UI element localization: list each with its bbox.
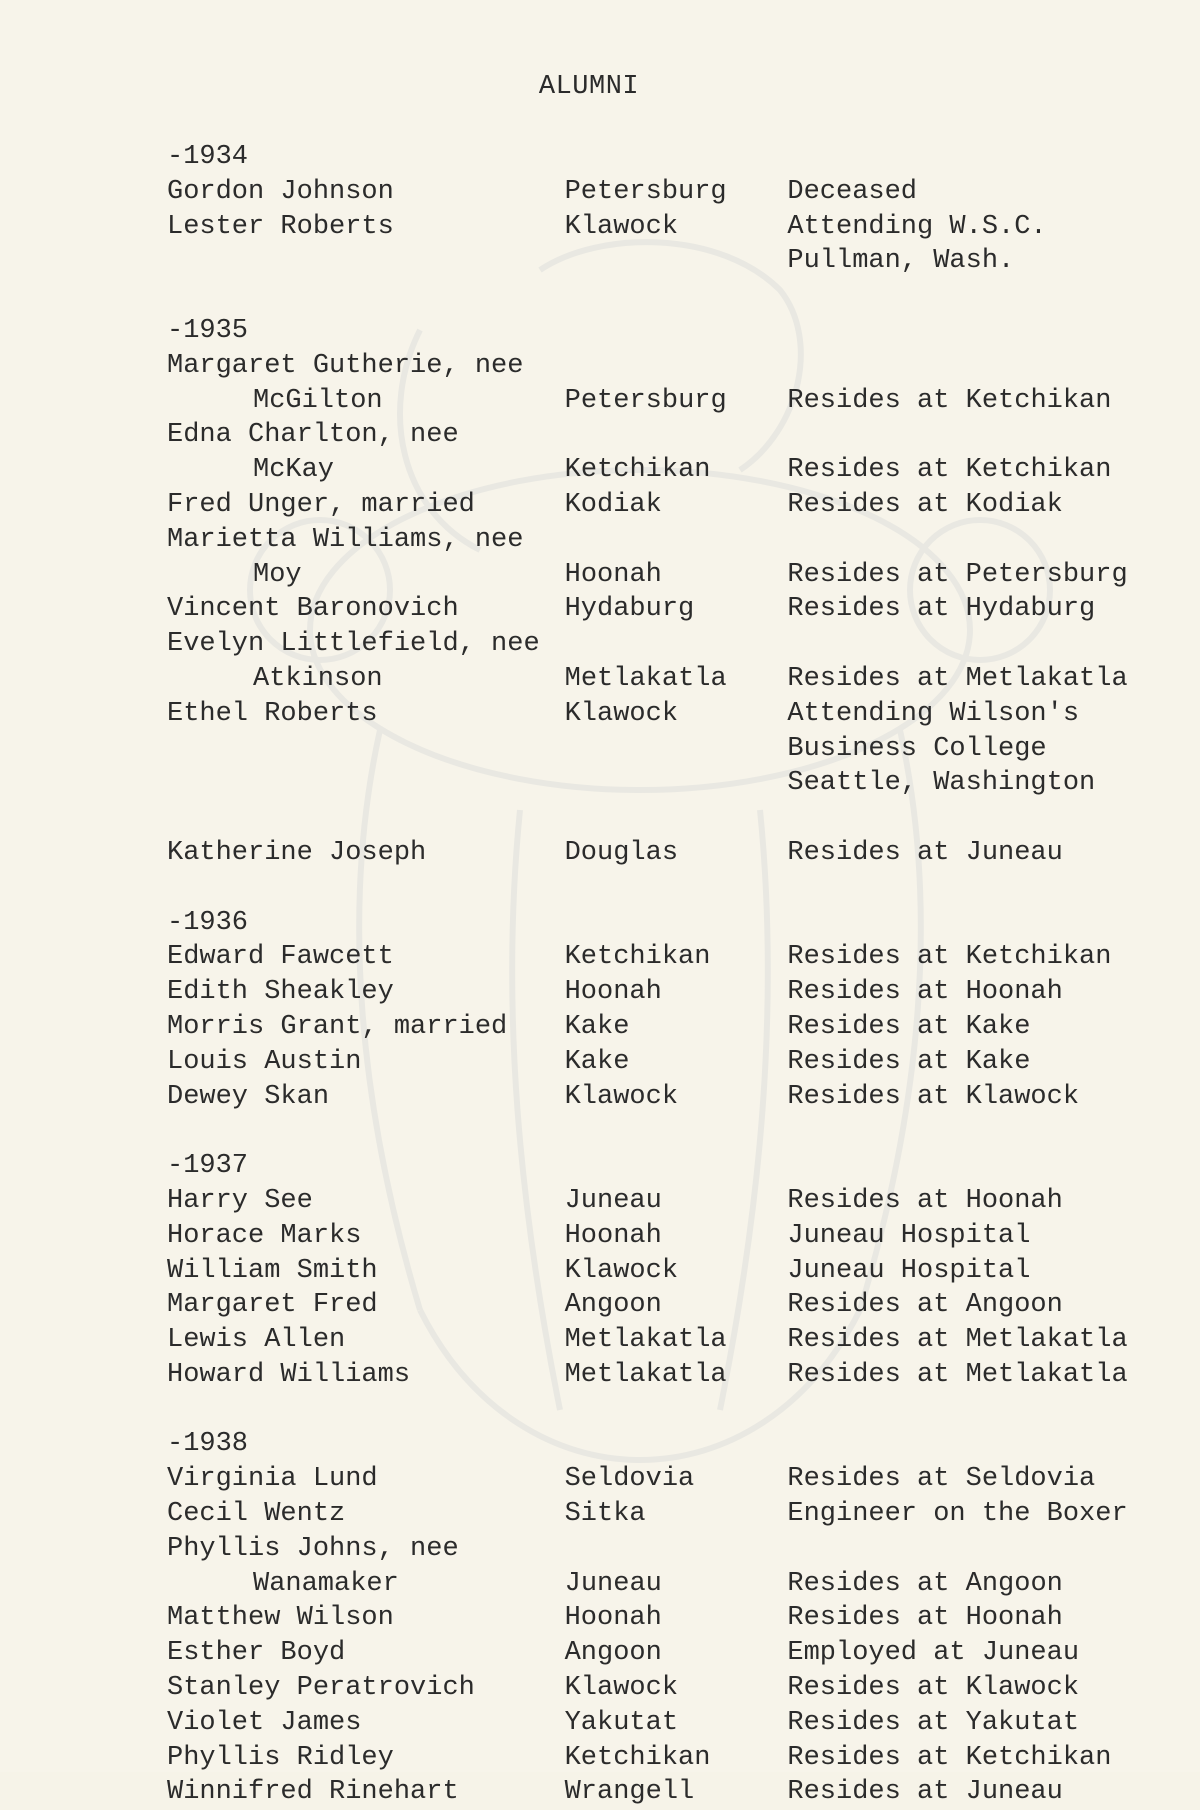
alumni-status: Attending Wilson's: [787, 698, 1080, 729]
alumni-row: [167, 1532, 1167, 1567]
alumni-hometown: [565, 766, 788, 801]
alumni-hometown: Petersburg: [564, 176, 727, 207]
class-year-heading: [167, 140, 1167, 175]
alumni-hometown: Wrangell: [564, 1777, 695, 1808]
alumni-name: Fred Unger, married: [167, 489, 475, 520]
alumni-hometown: Angoon: [564, 1638, 662, 1669]
alumni-status: Resides at Hoonah: [787, 977, 1063, 1008]
alumni-row: [167, 1323, 1167, 1358]
alumni-hometown: Petersburg: [564, 385, 727, 416]
alumni-status: [787, 418, 1167, 453]
alumni-name: [167, 244, 565, 279]
alumni-name: William Smith: [167, 1255, 378, 1286]
alumni-status: Seattle, Washington: [787, 768, 1096, 799]
alumni-row: [167, 1636, 1167, 1671]
alumni-row: [167, 1045, 1167, 1080]
alumni-name: Dewey Skan: [167, 1081, 330, 1112]
alumni-name: Horace Marks: [167, 1220, 362, 1251]
alumni-name: Violet James: [167, 1707, 362, 1738]
alumni-hometown: [565, 627, 788, 662]
alumni-status: Business College: [787, 733, 1047, 764]
alumni-hometown: Hoonah: [564, 1603, 662, 1634]
alumni-hometown: Klawock: [564, 698, 679, 729]
alumni-status: Resides at Kake: [787, 1011, 1031, 1042]
alumni-name: Katherine Joseph: [167, 837, 427, 868]
alumni-row: [167, 697, 1167, 732]
alumni-row: [167, 349, 1167, 384]
alumni-hometown: Ketchikan: [564, 942, 711, 973]
alumni-hometown: Ketchikan: [564, 1742, 711, 1773]
alumni-hometown: Juneau: [564, 1185, 662, 1216]
alumni-hometown: [565, 244, 788, 279]
alumni-status: Resides at Juneau: [787, 837, 1063, 868]
section-gap: [167, 871, 1167, 906]
alumni-status: Resides at Ketchikan: [787, 942, 1112, 973]
alumni-row: [167, 1254, 1167, 1289]
alumni-row: [167, 1184, 1167, 1219]
alumni-row: [167, 384, 1167, 419]
section-gap: [167, 1393, 1167, 1428]
alumni-status: Resides at Hydaburg: [787, 594, 1096, 625]
alumni-name: Ethel Roberts: [167, 698, 378, 729]
alumni-name: Gordon Johnson: [167, 176, 394, 207]
alumni-hometown: Juneau: [564, 1568, 662, 1599]
alumni-row: [167, 732, 1167, 767]
alumni-row: [167, 940, 1167, 975]
alumni-row: [167, 1219, 1167, 1254]
alumni-status: [787, 523, 1167, 558]
section-gap: [167, 1114, 1167, 1149]
page-title: ALUMNI: [538, 72, 640, 102]
alumni-hometown: Klawock: [564, 1081, 679, 1112]
alumni-status: Resides at Metlakatla: [787, 1325, 1128, 1356]
alumni-name: Phyllis Ridley: [167, 1742, 394, 1773]
alumni-status: Juneau Hospital: [787, 1220, 1031, 1251]
alumni-list: [167, 140, 1167, 1810]
row-gap: [167, 801, 1167, 836]
alumni-row: [167, 1462, 1167, 1497]
alumni-status: Deceased: [787, 176, 918, 207]
alumni-hometown: Douglas: [564, 837, 679, 868]
class-year-heading: [167, 1427, 1167, 1462]
alumni-hometown: Kake: [564, 1011, 630, 1042]
alumni-row: [167, 627, 1167, 662]
alumni-status: Employed at Juneau: [787, 1638, 1080, 1669]
alumni-name: Virginia Lund: [167, 1464, 378, 1495]
alumni-hometown: Metlakatla: [564, 663, 727, 694]
alumni-name: Harry See: [167, 1185, 313, 1216]
alumni-name: Evelyn Littlefield, nee: [167, 629, 540, 660]
alumni-status: Resides at Klawock: [787, 1081, 1080, 1112]
alumni-status: Pullman, Wash.: [787, 246, 1015, 277]
alumni-status: [787, 1532, 1167, 1567]
alumni-name: Matthew Wilson: [167, 1603, 394, 1634]
alumni-hometown: Ketchikan: [564, 455, 711, 486]
alumni-status: Resides at Kake: [787, 1046, 1031, 1077]
alumni-hometown: Hoonah: [564, 977, 662, 1008]
alumni-status: Resides at Angoon: [787, 1568, 1063, 1599]
alumni-hometown: [565, 732, 788, 767]
alumni-status: Resides at Petersburg: [787, 559, 1128, 590]
alumni-name: Winnifred Rinehart: [167, 1777, 459, 1808]
class-year: -1936: [167, 907, 249, 938]
alumni-status: Resides at Metlakatla: [787, 663, 1128, 694]
alumni-hometown: Hoonah: [564, 1220, 662, 1251]
alumni-hometown: Kodiak: [564, 489, 662, 520]
alumni-row: [167, 558, 1167, 593]
alumni-hometown: Sitka: [564, 1499, 646, 1530]
alumni-row: [167, 1601, 1167, 1636]
alumni-name: McGilton: [253, 385, 383, 416]
alumni-hometown: Hydaburg: [564, 594, 695, 625]
alumni-name: Phyllis Johns, nee: [167, 1533, 459, 1564]
alumni-status: Resides at Yakutat: [787, 1707, 1080, 1738]
class-year-heading: [167, 1149, 1167, 1184]
alumni-name: Esther Boyd: [167, 1638, 346, 1669]
alumni-hometown: Metlakatla: [564, 1325, 727, 1356]
alumni-name: Wanamaker: [253, 1568, 399, 1599]
alumni-name: Edna Charlton, nee: [167, 420, 459, 451]
alumni-status: Resides at Kodiak: [787, 489, 1063, 520]
alumni-row: [167, 175, 1167, 210]
alumni-row: [167, 975, 1167, 1010]
alumni-name: Marietta Williams, nee: [167, 524, 524, 555]
alumni-row: [167, 1775, 1167, 1810]
alumni-row: [167, 1358, 1167, 1393]
class-year: -1937: [167, 1151, 249, 1182]
alumni-status: Resides at Juneau: [787, 1777, 1063, 1808]
alumni-row: [167, 1671, 1167, 1706]
alumni-name: Howard Williams: [167, 1359, 411, 1390]
alumni-status: Resides at Angoon: [787, 1290, 1063, 1321]
alumni-status: Resides at Hoonah: [787, 1185, 1063, 1216]
alumni-row: [167, 1706, 1167, 1741]
alumni-name: McKay: [253, 455, 335, 486]
alumni-row: [167, 1288, 1167, 1323]
alumni-name: Stanley Peratrovich: [167, 1673, 475, 1704]
alumni-row: [167, 592, 1167, 627]
alumni-hometown: Seldovia: [564, 1464, 695, 1495]
alumni-row: [167, 244, 1167, 279]
alumni-row: [167, 453, 1167, 488]
section-gap: [167, 279, 1167, 314]
alumni-row: [167, 836, 1167, 871]
alumni-status: Resides at Hoonah: [787, 1603, 1063, 1634]
alumni-hometown: Angoon: [564, 1290, 662, 1321]
alumni-name: Cecil Wentz: [167, 1499, 346, 1530]
alumni-hometown: Metlakatla: [564, 1359, 727, 1390]
class-year-heading: [167, 314, 1167, 349]
alumni-name: Lester Roberts: [167, 211, 394, 242]
class-year: -1935: [167, 315, 249, 346]
alumni-name: Atkinson: [253, 663, 383, 694]
alumni-name: Edward Fawcett: [167, 942, 394, 973]
alumni-hometown: Kake: [564, 1046, 630, 1077]
alumni-hometown: Hoonah: [564, 559, 662, 590]
alumni-name: Edith Sheakley: [167, 977, 394, 1008]
alumni-row: [167, 1741, 1167, 1776]
class-year-heading: [167, 906, 1167, 941]
alumni-status: Resides at Ketchikan: [787, 1742, 1112, 1773]
alumni-name: Louis Austin: [167, 1046, 362, 1077]
alumni-row: [167, 1080, 1167, 1115]
alumni-name: Margaret Gutherie, nee: [167, 350, 524, 381]
alumni-hometown: [565, 523, 788, 558]
alumni-hometown: Yakutat: [564, 1707, 679, 1738]
alumni-hometown: [565, 418, 788, 453]
alumni-hometown: Klawock: [564, 1673, 679, 1704]
alumni-name: Morris Grant, married: [167, 1011, 508, 1042]
alumni-hometown: Klawock: [564, 211, 679, 242]
alumni-row: [167, 1567, 1167, 1602]
alumni-name: [167, 732, 565, 767]
alumni-name: [167, 766, 565, 801]
alumni-row: [167, 418, 1167, 453]
alumni-name: Moy: [253, 559, 302, 590]
alumni-status: Resides at Metlakatla: [787, 1359, 1128, 1390]
alumni-name: Lewis Allen: [167, 1325, 346, 1356]
alumni-row: [167, 1010, 1167, 1045]
alumni-row: [167, 210, 1167, 245]
alumni-row: [167, 662, 1167, 697]
alumni-status: Attending W.S.C.: [787, 211, 1047, 242]
alumni-row: [167, 488, 1167, 523]
alumni-status: Juneau Hospital: [787, 1255, 1031, 1286]
alumni-status: [787, 627, 1167, 662]
alumni-hometown: Klawock: [564, 1255, 679, 1286]
class-year: -1934: [167, 142, 249, 172]
alumni-status: Resides at Ketchikan: [787, 385, 1112, 416]
alumni-hometown: [565, 349, 788, 384]
alumni-row: [167, 1497, 1167, 1532]
alumni-row: [167, 766, 1167, 801]
alumni-status: Resides at Seldovia: [787, 1464, 1096, 1495]
alumni-name: Vincent Baronovich: [167, 594, 459, 625]
alumni-name: Margaret Fred: [167, 1290, 378, 1321]
alumni-status: Resides at Klawock: [787, 1673, 1080, 1704]
alumni-status: Engineer on the Boxer: [787, 1499, 1128, 1530]
alumni-row: [167, 523, 1167, 558]
class-year: -1938: [167, 1429, 249, 1460]
alumni-status: Resides at Ketchikan: [787, 455, 1112, 486]
alumni-status: [787, 349, 1167, 384]
alumni-hometown: [565, 1532, 788, 1567]
